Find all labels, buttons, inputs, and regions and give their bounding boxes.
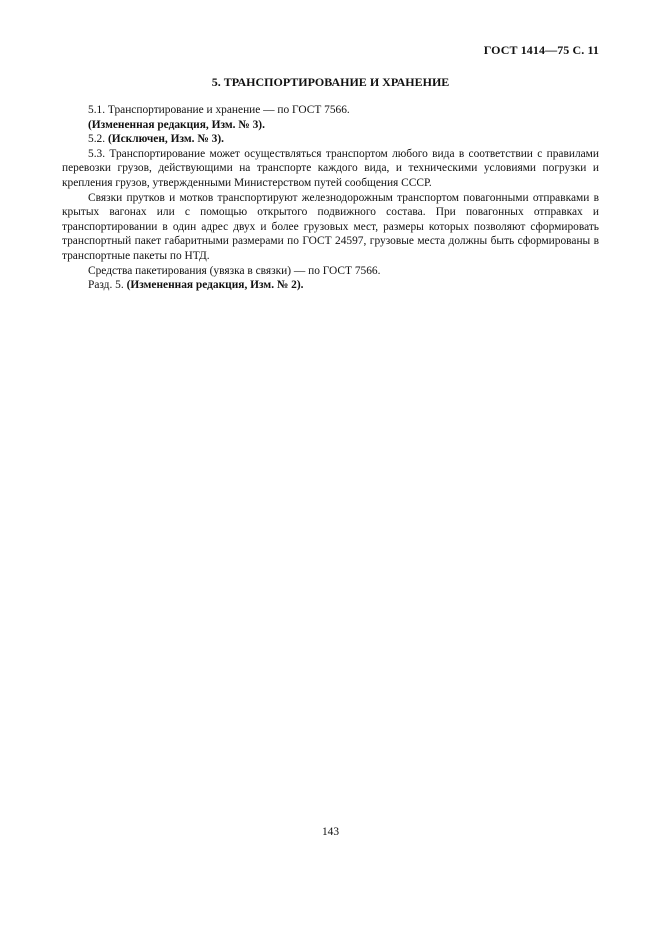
section-ref: Разд. 5. (88, 279, 127, 292)
paragraph-bundles-transport: Связки прутков и мотков транспортируют железнодорожным транспортом повагонными отправками в крытых вагонах или с помощью открытого подвижного состава. При повагонных отправках и транспортировании в один адрес двух и более грузовых мест, размеры которых позволяют сформировать транспортный пакет габаритными размерами по ГОСТ 24597, грузовые места должны быть сформированы в транспортные пакеты по НТД. (62, 191, 599, 262)
paragraph-packaging: Средства пакетирования (увязка в связки) — по ГОСТ 7566. (88, 264, 381, 277)
section-amendment-note: (Измененная редакция, Изм. № 2). (126, 279, 304, 292)
paragraph-section-amendment (62, 278, 599, 293)
paragraph-5-3: 5.3. Транспортирование может осуществляться транспортом любого вида в соответствии с правилами перевозки грузов, действующими на транспорте каждого вида, и техническими условиями погрузки и крепления грузов, утвержденными Министерством путей сообщения СССР. (62, 147, 599, 189)
paragraph-5-2 (62, 132, 599, 147)
paragraph-5-1-amendment (62, 118, 599, 133)
clause-number: 5.2. (88, 133, 108, 146)
amendment-note: (Измененная редакция, Изм. № 3). (88, 118, 265, 131)
paragraph-5-1: 5.1. Транспортирование и хранение — по ГОСТ 7566. (88, 104, 350, 116)
excluded-note: (Исключен, Изм. № 3). (107, 133, 224, 146)
section-title: 5. ТРАНСПОРТИРОВАНИЕ И ХРАНЕНИЕ (211, 75, 450, 89)
running-head: ГОСТ 1414—75 С. 11 (483, 43, 599, 57)
section-body (62, 103, 599, 293)
page-number: 143 (321, 826, 340, 838)
